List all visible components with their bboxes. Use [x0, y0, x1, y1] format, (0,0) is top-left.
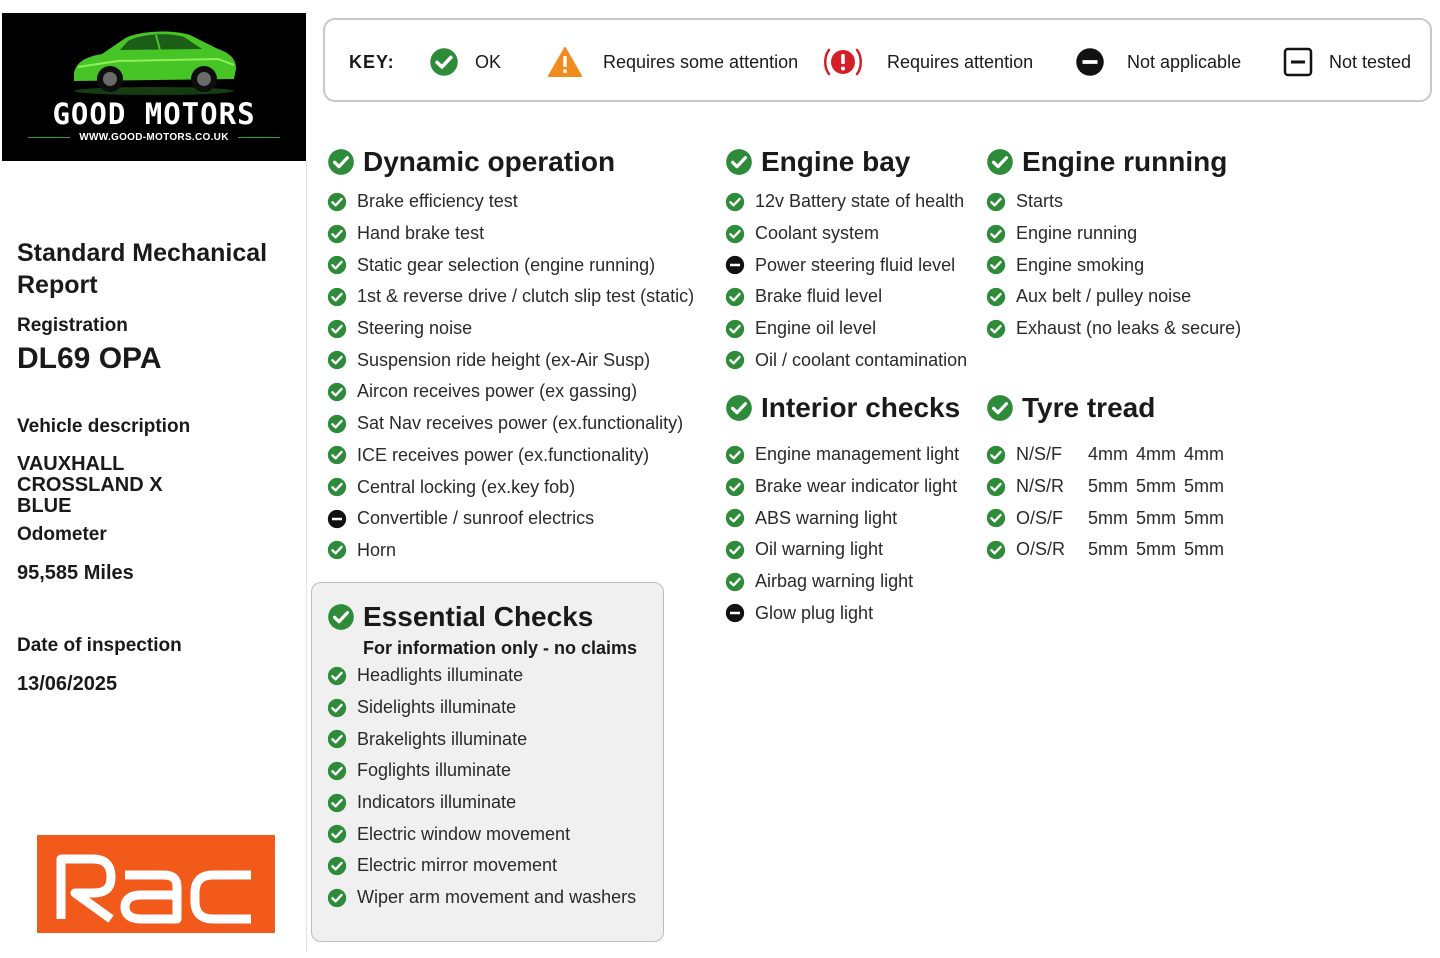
- check-circle-icon: [327, 603, 355, 631]
- tyre-item: [986, 534, 1266, 566]
- check-item: [327, 471, 707, 503]
- key-label-urgent: Requires attention: [887, 51, 1034, 72]
- check-circle-icon: [327, 445, 347, 465]
- check-circle-icon: [327, 224, 347, 244]
- check-item-label: Coolant system: [755, 223, 880, 244]
- check-circle-icon: [327, 666, 347, 686]
- check-circle-icon: [986, 540, 1006, 560]
- section-header: [327, 145, 707, 179]
- check-item: [327, 882, 657, 914]
- vehicle-description: [17, 454, 297, 517]
- check-circle-icon: [327, 888, 347, 908]
- minus-circle-icon: [1075, 47, 1105, 77]
- check-circle-icon: [986, 477, 1006, 497]
- registration-label: Registration: [17, 315, 128, 336]
- check-item: [327, 218, 707, 250]
- check-item: [986, 186, 1266, 218]
- tyre-position: O/S/F: [1016, 507, 1064, 528]
- check-circle-icon: [327, 287, 347, 307]
- section-title: Interior checks: [761, 392, 961, 423]
- vehicle-make: VAUXHALL: [17, 453, 125, 475]
- check-item: [327, 723, 657, 755]
- check-circle-icon: [327, 540, 347, 560]
- tyre-item: [986, 439, 1266, 471]
- key-item-attention: [547, 20, 798, 104]
- vehicle-colour: BLUE: [17, 495, 72, 517]
- tyre-tread-depth: 5mm 5mm 5mm: [1088, 476, 1224, 497]
- check-circle-icon: [327, 319, 347, 339]
- check-list: [986, 186, 1266, 344]
- odometer-label: Odometer: [17, 524, 107, 545]
- section-title: Engine bay: [761, 146, 911, 177]
- check-item-label: Indicators illuminate: [357, 792, 517, 813]
- section-header: [986, 391, 1266, 425]
- check-item: [327, 376, 707, 408]
- rac-logo-icon: [37, 835, 275, 933]
- check-item: [725, 249, 975, 281]
- check-item: [725, 471, 975, 503]
- dealer-logo: [2, 13, 306, 161]
- minus-circle-icon: [725, 255, 745, 275]
- logo-rule-right: [238, 137, 280, 138]
- section-engine-running: [986, 145, 1266, 344]
- check-circle-icon: [725, 508, 745, 528]
- check-circle-icon: [725, 319, 745, 339]
- inspection-date-value: 13/06/2025: [17, 673, 118, 695]
- check-circle-icon: [327, 761, 347, 781]
- check-circle-icon: [327, 414, 347, 434]
- section-subtitle: For information only - no claims: [363, 638, 638, 658]
- section-engine-bay: [725, 145, 975, 376]
- check-item: [327, 535, 707, 567]
- check-item-label: Brake fluid level: [755, 286, 883, 307]
- check-item: [327, 787, 657, 819]
- check-item-label: ICE receives power (ex.functionality): [357, 444, 650, 465]
- check-circle-icon: [327, 824, 347, 844]
- check-circle-icon: [725, 224, 745, 244]
- check-item: [725, 186, 975, 218]
- minus-square-icon: [1283, 47, 1313, 77]
- check-list: [327, 186, 707, 566]
- tyre-item: [986, 502, 1266, 534]
- rac-logo: [37, 835, 275, 933]
- check-item-label: Central locking (ex.key fob): [357, 476, 576, 497]
- check-circle-icon: [725, 192, 745, 212]
- check-item: [327, 440, 707, 472]
- tyre-position: N/S/R: [1016, 476, 1065, 497]
- check-item-label: Oil warning light: [755, 539, 884, 560]
- check-list: [327, 660, 657, 914]
- check-list: [725, 439, 975, 629]
- check-item: [725, 344, 975, 376]
- tyre-tread-depth: 5mm 5mm 5mm: [1088, 539, 1224, 560]
- check-item: [725, 534, 975, 566]
- check-circle-icon: [327, 192, 347, 212]
- check-item-label: Engine smoking: [1016, 254, 1145, 275]
- check-circle-icon: [986, 224, 1006, 244]
- check-item: [327, 408, 707, 440]
- section-title: Dynamic operation: [363, 146, 616, 177]
- check-item-label: 12v Battery state of health: [755, 191, 965, 212]
- check-circle-icon: [327, 148, 355, 176]
- check-circle-icon: [986, 287, 1006, 307]
- check-list: [986, 439, 1266, 566]
- section-header: [327, 600, 657, 634]
- check-item-label: Engine management light: [755, 444, 960, 465]
- check-item-label: Foglights illuminate: [357, 760, 512, 781]
- check-item-label: Wiper arm movement and washers: [357, 887, 637, 908]
- check-circle-icon: [725, 287, 745, 307]
- key-label-not-tested: Not tested: [1329, 51, 1412, 72]
- check-item: [725, 218, 975, 250]
- check-item: [725, 313, 975, 345]
- check-item-label: Static gear selection (engine running): [357, 254, 656, 275]
- check-circle-icon: [725, 445, 745, 465]
- key-item-ok: [429, 20, 501, 104]
- check-circle-icon: [429, 47, 459, 77]
- vehicle-description-label: Vehicle description: [17, 416, 191, 437]
- section-header: [986, 145, 1266, 179]
- check-item-label: Sat Nav receives power (ex.functionality): [357, 413, 684, 434]
- key-item-urgent: [823, 20, 1033, 104]
- check-item: [725, 281, 975, 313]
- key-item-not-applicable: [1075, 20, 1241, 104]
- check-item-label: Suspension ride height (ex-Air Susp): [357, 349, 651, 370]
- key-label-attention: Requires some attention: [603, 51, 799, 72]
- check-circle-icon: [986, 445, 1006, 465]
- check-item-label: Headlights illuminate: [357, 665, 524, 686]
- check-item-label: Brake wear indicator light: [755, 476, 958, 497]
- column-divider: [306, 162, 307, 952]
- inspection-date-label: Date of inspection: [17, 635, 182, 656]
- check-item-label: Sidelights illuminate: [357, 697, 517, 718]
- check-item-label: Brakelights illuminate: [357, 728, 528, 749]
- car-logo-icon: [68, 17, 240, 97]
- tyre-position: O/S/R: [1016, 539, 1066, 560]
- check-item: [725, 597, 975, 629]
- dealer-name: GOOD MOTORS: [52, 97, 256, 131]
- section-title: Essential Checks: [363, 601, 594, 632]
- check-item-label: Hand brake test: [357, 223, 485, 244]
- check-item: [986, 281, 1266, 313]
- check-item-label: Convertible / sunroof electrics: [357, 508, 595, 529]
- check-circle-icon: [725, 148, 753, 176]
- section-header: [725, 145, 975, 179]
- check-item: [327, 660, 657, 692]
- check-item-label: ABS warning light: [755, 507, 898, 528]
- minus-circle-icon: [327, 509, 347, 529]
- check-item: [327, 186, 707, 218]
- key-label-not-applicable: Not applicable: [1127, 51, 1242, 72]
- check-circle-icon: [725, 350, 745, 370]
- check-item: [327, 850, 657, 882]
- section-header: [725, 391, 975, 425]
- minus-circle-icon: [725, 603, 745, 623]
- check-item-label: Glow plug light: [755, 602, 874, 623]
- check-circle-icon: [986, 148, 1014, 176]
- check-circle-icon: [986, 508, 1006, 528]
- check-item-label: Electric mirror movement: [357, 855, 558, 876]
- section-title: Engine running: [1022, 146, 1228, 177]
- check-item-label: Engine oil level: [755, 318, 877, 339]
- check-circle-icon: [327, 793, 347, 813]
- tyre-item: [986, 471, 1266, 503]
- check-item-label: Aircon receives power (ex gassing): [357, 381, 638, 402]
- section-essential-checks: [327, 600, 657, 914]
- check-circle-icon: [327, 477, 347, 497]
- odometer-value: 95,585 Miles: [17, 562, 134, 584]
- check-circle-icon: [986, 319, 1006, 339]
- check-item-label: Horn: [357, 539, 397, 560]
- check-item: [327, 281, 707, 313]
- check-item: [725, 439, 975, 471]
- check-item: [986, 249, 1266, 281]
- check-item-label: Power steering fluid level: [755, 254, 956, 275]
- warning-triangle-icon: [547, 46, 583, 78]
- check-circle-icon: [986, 394, 1014, 422]
- check-item-label: Airbag warning light: [755, 571, 914, 592]
- check-item: [327, 818, 657, 850]
- check-item: [725, 566, 975, 598]
- section-tyre-tread: [986, 391, 1266, 566]
- section-interior-checks: [725, 391, 975, 629]
- status-key: [323, 18, 1432, 102]
- check-circle-icon: [986, 255, 1006, 275]
- vehicle-model: CROSSLAND X: [17, 474, 163, 496]
- check-item: [327, 344, 707, 376]
- key-label-ok: OK: [475, 51, 502, 72]
- check-item-label: Steering noise: [357, 318, 473, 339]
- check-circle-icon: [327, 856, 347, 876]
- dealer-website[interactable]: WWW.GOOD-MOTORS.CO.UK: [79, 132, 229, 143]
- check-item-label: Exhaust (no leaks & secure): [1016, 318, 1242, 339]
- check-circle-icon: [327, 350, 347, 370]
- check-item-label: Oil / coolant contamination: [755, 349, 968, 370]
- section-title: Tyre tread: [1022, 392, 1156, 423]
- alert-circle-icon: [823, 46, 863, 78]
- check-circle-icon: [986, 192, 1006, 212]
- check-item-label: Aux belt / pulley noise: [1016, 286, 1192, 307]
- check-item: [327, 249, 707, 281]
- check-list: [725, 186, 975, 376]
- key-item-not-tested: [1283, 20, 1411, 104]
- check-item-label: Starts: [1016, 191, 1064, 212]
- check-item-label: Brake efficiency test: [357, 191, 518, 212]
- check-item-label: Engine running: [1016, 223, 1138, 244]
- key-title: KEY:: [349, 51, 395, 72]
- check-item: [725, 502, 975, 534]
- check-circle-icon: [327, 255, 347, 275]
- report-title: Standard Mechanical Report: [17, 239, 268, 299]
- check-item: [327, 692, 657, 724]
- check-circle-icon: [725, 394, 753, 422]
- check-circle-icon: [327, 698, 347, 718]
- check-item-label: 1st & reverse drive / clutch slip test (static): [357, 286, 695, 307]
- section-dynamic-operation: [327, 145, 707, 566]
- tyre-position: N/S/F: [1016, 444, 1063, 465]
- registration-value: DL69 OPA: [17, 342, 162, 375]
- check-circle-icon: [327, 729, 347, 749]
- check-circle-icon: [725, 477, 745, 497]
- check-item: [986, 218, 1266, 250]
- check-circle-icon: [725, 540, 745, 560]
- check-item: [986, 313, 1266, 345]
- check-item: [327, 755, 657, 787]
- check-circle-icon: [327, 382, 347, 402]
- check-item: [327, 503, 707, 535]
- check-item: [327, 313, 707, 345]
- tyre-tread-depth: 5mm 5mm 5mm: [1088, 507, 1224, 528]
- check-circle-icon: [725, 572, 745, 592]
- tyre-tread-depth: 4mm 4mm 4mm: [1088, 444, 1224, 465]
- check-item-label: Electric window movement: [357, 823, 571, 844]
